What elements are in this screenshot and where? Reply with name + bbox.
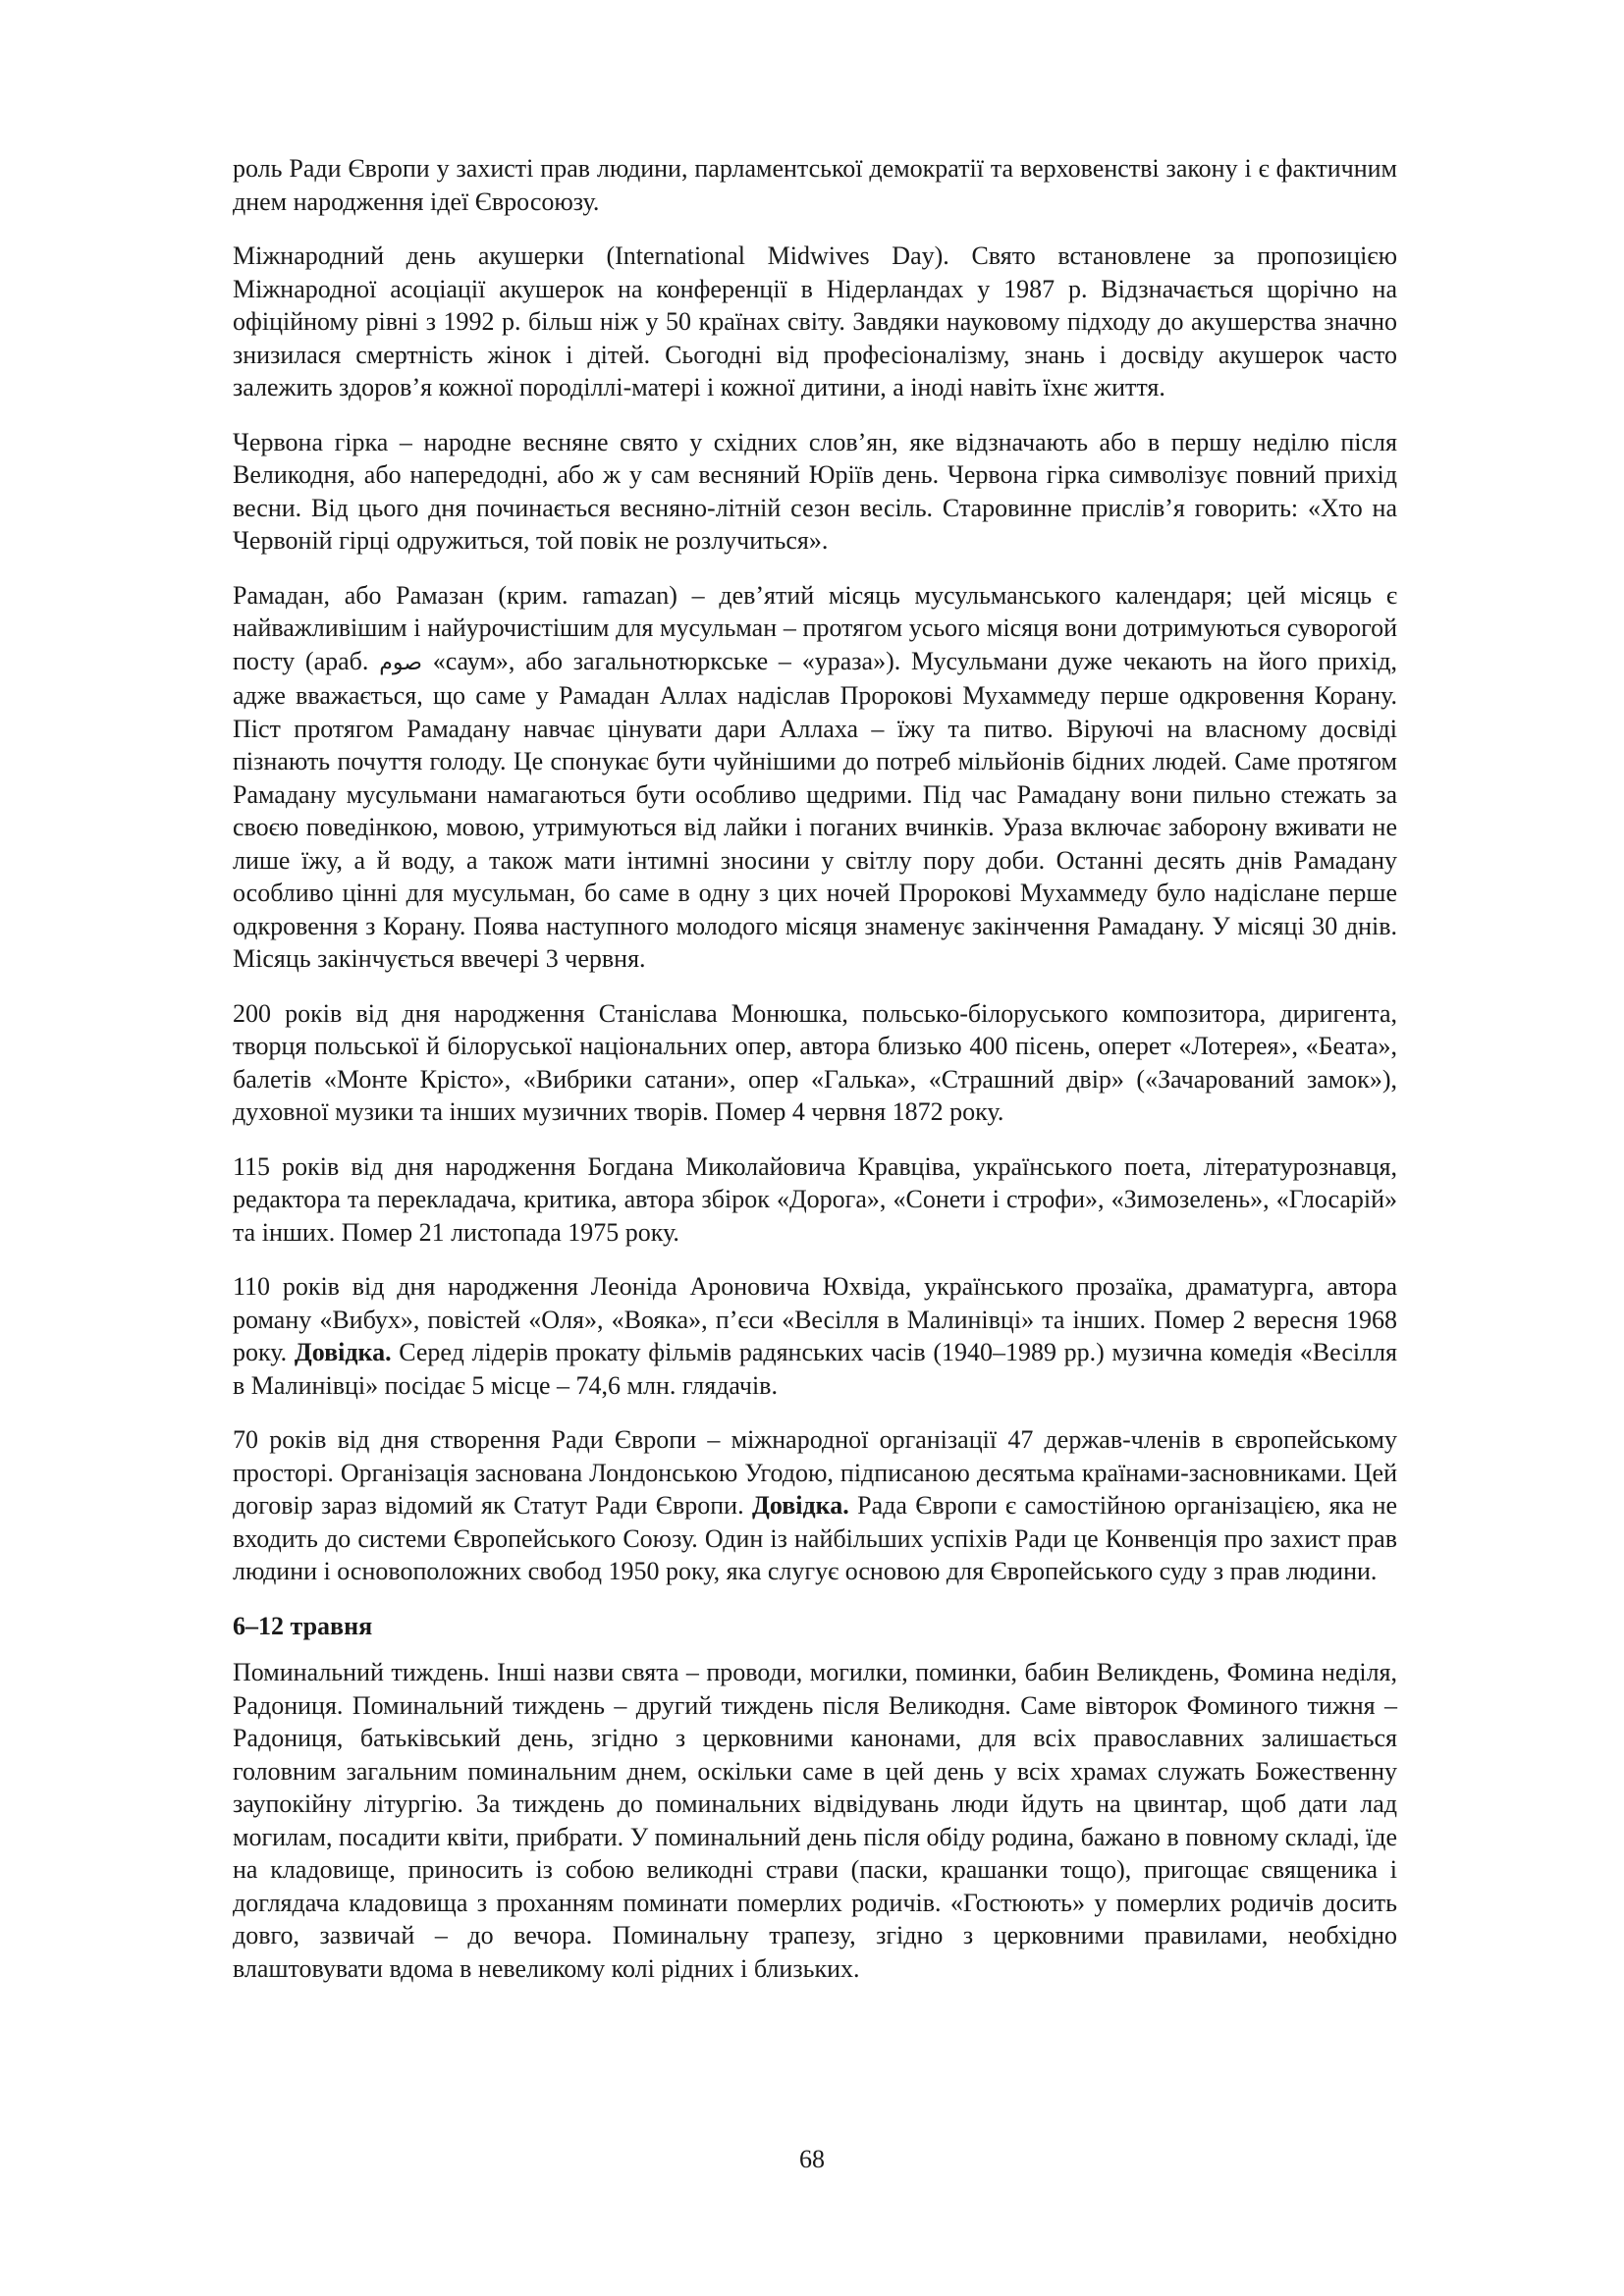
paragraph-ramadan xyxy=(233,579,1397,976)
arabic-word: صوم xyxy=(379,650,422,675)
ramadan-text-part1: Рамадан, або Рамазан (крим. ramazan) – дев’ятий місяць мусульманського календаря; цей місяць є найважливішим і найурочистішим для мусульман – протягом усього місяця вони дотримуються суворогой посту (араб. xyxy=(233,580,1397,675)
council-text-before: 70 років від дня створення Ради Європи – міжнародної організації 47 держав-членів в європейському просторі. Організація заснована Лондонською Угодою, підписаною десятьма країнами-засновниками. Цей договір зараз відомий як Статут Ради Європи. xyxy=(233,1425,1397,1520)
paragraph-chervona-hirka: Червона гірка – народне весняне свято у східних слов’ян, яке відзначають або в першу неділю після Великодня, або напередодні, або ж у сам весняний Юріїв день. Червона гірка символізує повний прихід весни. Від цього дня починається весняно-літній сезон весіль. Старовинне прислів’я говорить: «Хто на Червоній гірці одружиться, той повік не розлучиться». xyxy=(233,427,1397,555)
document-page xyxy=(233,152,1397,2006)
reference-label: Довідка. xyxy=(751,1491,849,1520)
paragraph-memorial-week: Поминальний тиждень. Інші назви свята – проводи, могилки, поминки, бабин Великдень, Фомина неділя, Радониця. Поминальний тиждень – другий тиждень після Великодня. Саме вівторок Фоминого тижня – Радониця, батьківський день, згідно з церковними канонами, для всіх православних залишається головним загальним поминальним днем, оскільки саме в цей день у всіх храмах служать Божественну заупокійну літургію. За тиждень до поминальних відвідувань люди йдуть на цвинтар, щоб дати лад могилам, посадити квіти, прибрати. У поминальний день після обіду родина, бажано в повному складі, їде на кладовище, приносить із собою великодні страви (паски, крашанки тощо), пригощає священика і доглядача кладовища з проханням поминати померлих родичів. «Гостюють» у померлих родичів досить довго, зазвичай – до вечора. Поминальну трапезу, згідно з церковними правилами, необхідно влаштовувати вдома в невеликому колі рідних і близьких. xyxy=(233,1658,1397,1983)
paragraph-moniuszko: 200 років від дня народження Станіслава Монюшка, польсько-білоруського композитора, диригента, творця польської й білоруської національних опер, автора близько 400 пісень, оперет «Лотерея», «Беата», балетів «Монте Крісто», «Вибрики сатани», опер «Галька», «Страшний двір» («Зачарований замок»), духовної музики та інших музичних творів. Помер 4 червня 1872 року. xyxy=(233,998,1397,1126)
paragraph-kravtsiv: 115 років від дня народження Богдана Миколайовича Кравціва, українського поета, літературознавця, редактора та перекладача, критика, автора збірок «Дорога», «Сонети і строфи», «Зимозелень», «Глосарій» та інших. Помер 21 листопада 1975 року. xyxy=(233,1151,1397,1247)
yukhvid-text-before: 110 років від дня народження Леоніда Ароновича Юхвіда, українського прозаїка, драматурга, автора роману «Вибух», повістей «Оля», «Вояка», п’єси «Весілля в Малинівці» та інших. Помер 2 вересня 1968 року. xyxy=(233,1272,1397,1366)
paragraph-yukhvid xyxy=(233,1270,1397,1402)
ramadan-text-part2: «саум», або загальнотюркське – «ураза»). Мусульмани дуже чекають на його прихід, адже вважається, що саме у Рамадан Аллах надіслав Пророкові Мухаммеду перше одкровення Корану. Піст протягом Рамадану навчає цінувати дари Аллаха – їжу та питво. Віруючі на власному досвіді пізнають почуття голоду. Це спонукає бути чуйнішими до потреб мільйонів бідних людей. Саме протягом Рамадану мусульмани намагаються бути особливо щедрими. Під час Рамадану вони пильно стежать за своєю поведінкою, мовою, утримуються від лайки і поганих вчинків. Ураза включає заборону вживати не лише їжу, а й воду, а також мати інтимні зносини у світлу пору доби. Останні десять днів Рамадану особливо цінні для мусульман, бо саме в одну з цих ночей Пророкові Мухаммеду було надіслане перше одкровення з Корану. Поява наступного молодого місяця знаменує закінчення Рамадану. У місяці 30 днів. Місяць закінчується ввечері 3 червня. xyxy=(233,646,1398,973)
yukhvid-text-after: Серед лідерів прокату фільмів радянських часів (1940–1989 рр.) музична комедія «Весілля в Малинівці» посідає 5 місце – 74,6 млн. глядачів. xyxy=(233,1338,1398,1400)
council-text-after: Рада Європи є самостійною організацією, яка не входить до системи Європейського Союзу. Один із найбільших успіхів Ради це Конвенція про захист прав людини і основоположних свобод 1950 року, яка слугує основою для Європейського суду з прав людини. xyxy=(233,1491,1398,1585)
paragraph-council-of-europe-continued: роль Ради Європи у захисті прав людини, парламентської демократії та верховенстві закону і є фактичним днем народження ідеї Євросоюзу. xyxy=(233,154,1397,216)
section-heading-dates: 6–12 травня xyxy=(233,1611,373,1640)
reference-label: Довідка. xyxy=(294,1338,392,1366)
paragraph-midwives-day: Міжнародний день акушерки (International Midwives Day). Свято встановлене за пропозицією Міжнародної асоціації акушерок на конференції в Нідерландах у 1987 р. Відзначається щорічно на офіційному рівні з 1992 р. більш ніж у 50 країнах світу. Завдяки науковому підходу до акушерства значно знизилася смертність жінок і дітей. Сьогодні від професіоналізму, знань і досвіду акушерок часто залежить здоров’я кожної породіллі-матері і кожної дитини, а іноді навіть їхнє життя. xyxy=(233,241,1397,401)
page-number: 68 xyxy=(799,2145,825,2173)
paragraph-council-of-europe xyxy=(233,1423,1397,1588)
